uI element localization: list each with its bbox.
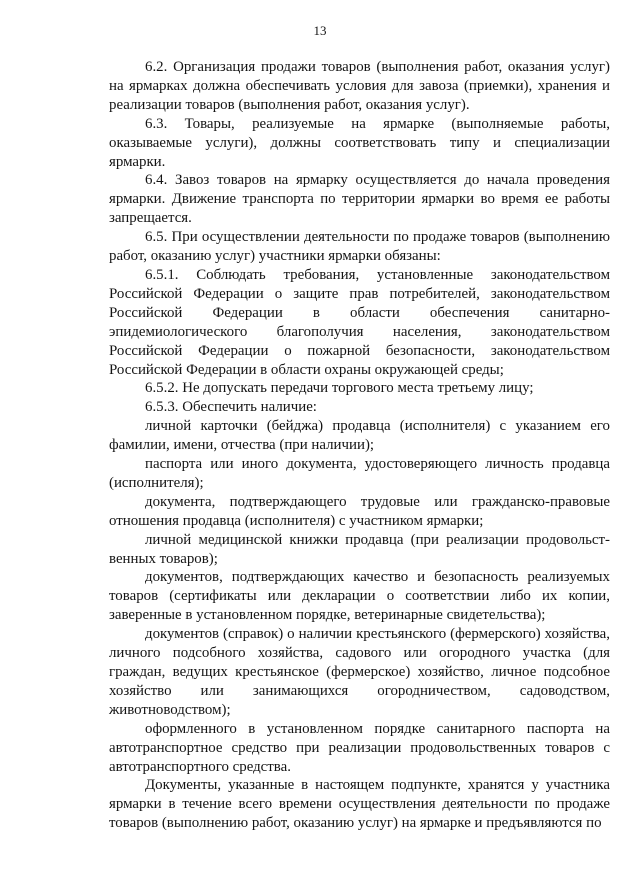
paragraph-6-5-3: 6.5.3. Обеспечить наличие: (145, 399, 317, 416)
paragraph-6-5-1: 6.5.1. Соблюдать требования, установленные законодательством Российской Федерации о защите прав потребителей, законодательством Российской Федерации в области обеспечения санитарно-эпидемиологического благополучия населения, законодательством Российской Федерации о пожарной безопасности, законодательством Российской Федерации в области охраны окружающей среды; (109, 266, 610, 378)
list-item-badge: личной карточки (бейджа) продавца (исполнителя) с указанием его фамилии, имени, отчества (при наличии); (109, 418, 610, 454)
list-item-medical-book: личной медицинской книжки продавца (при реализации продовольст-венных товаров); (109, 531, 610, 567)
document-body (109, 58, 610, 833)
page-number: 13 (313, 23, 327, 38)
paragraph-6-3: 6.3. Товары, реализуемые на ярмарке (выполняемые работы, оказываемые услуги), должны соответствовать типу и специализации ярмарки. (109, 115, 610, 170)
list-item-farm-certificates: документов (справок) о наличии крестьянского (фермерского) хозяйства, личного подсобного хозяйства, садового или огородного участка (для граждан, ведущих крестьянское (фермерское) хозяйство, личное подсобное хозяйство или занимающихся огородничеством, садоводством, животноводством); (109, 626, 610, 718)
paragraph-6-4: 6.4. Завоз товаров на ярмарку осуществляется до начала проведения ярмарки. Движение транспорта по территории ярмарки во время ее работы запрещается. (109, 172, 610, 227)
paragraph-6-2: 6.2. Организация продажи товаров (выполнения работ, оказания услуг) на ярмарках должна обеспечивать условия для завоза (приемки), хранения и реализации товаров (выполнения работ, оказания услуг). (109, 59, 610, 113)
paragraph-6-5-2: 6.5.2. Не допускать передачи торгового места третьему лицу; (145, 380, 534, 397)
list-item-sanitary-passport: оформленного в установленном порядке санитарного паспорта на автотранспортное средство при реализации продовольственных товаров с автотранспортного средства. (109, 720, 610, 775)
paragraph-documents-storage: Документы, указанные в настоящем подпункте, хранятся у участника ярмарки в течение всего времени осуществления деятельности по продаже товаров (выполнению работ, оказанию услуг) на ярмарке и предъявляются по (109, 777, 610, 832)
list-item-quality-documents: документов, подтверждающих качество и безопасность реализуемых товаров (сертификаты или декларации о соответствии либо их копии, заверенные в установленном порядке, ветеринарные свидетельства); (109, 569, 610, 624)
paragraph-6-5: 6.5. При осуществлении деятельности по продаже товаров (выполнению работ, оказанию услуг) участники ярмарки обязаны: (109, 229, 610, 265)
list-item-employment-document: документа, подтверждающего трудовые или гражданско-правовые отношения продавца (исполнителя) с участником ярмарки; (109, 493, 610, 529)
list-item-passport: паспорта или иного документа, удостоверяющего личность продавца (исполнителя); (109, 456, 610, 491)
